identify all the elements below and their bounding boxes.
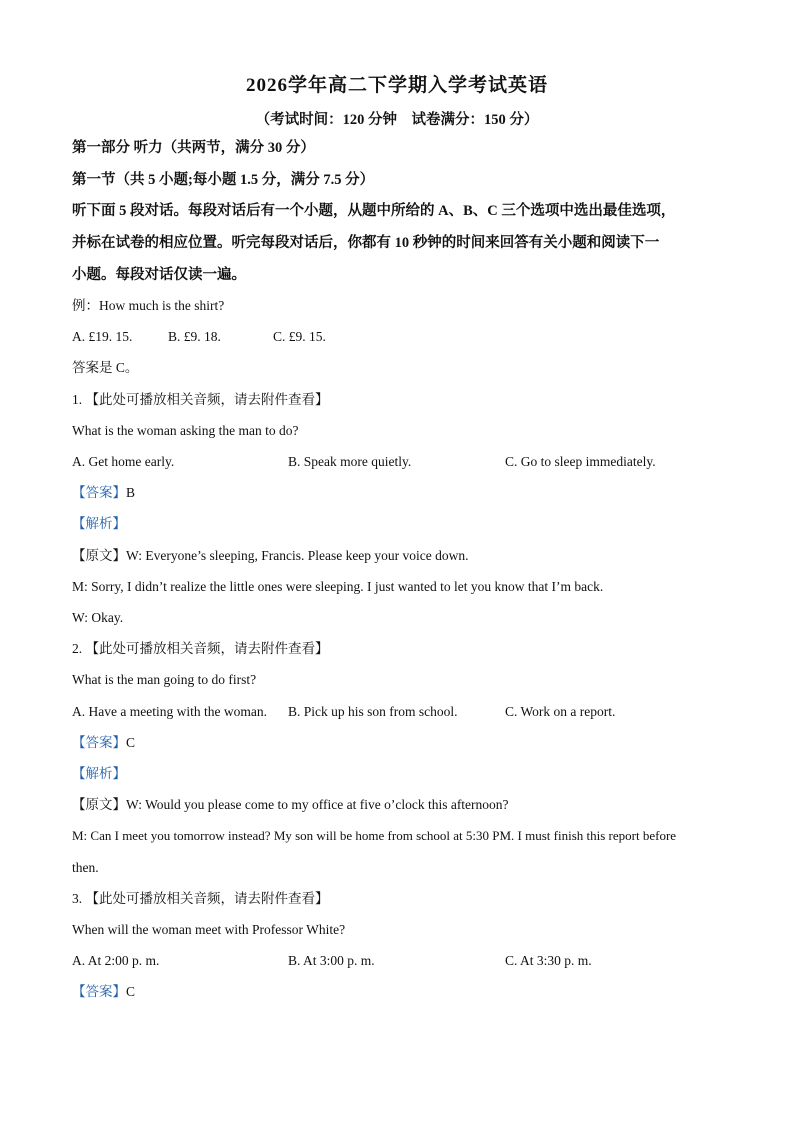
option-c: C. At 3:30 p. m. xyxy=(505,953,592,968)
analysis-row xyxy=(72,764,126,784)
option-b: B. Pick up his son from school. xyxy=(288,704,458,719)
instruction-line: 并标在试卷的相应位置。听完每段对话后，你都有 10 秒钟的时间来回答有关小题和阅读下一 xyxy=(72,235,660,251)
instruction-line: 小题。每段对话仅读一遍。 xyxy=(72,267,246,283)
option-b: B. Speak more quietly. xyxy=(288,454,412,469)
option-a: A. Get home early. xyxy=(72,454,175,469)
question-text: When will the woman meet with Professor White? xyxy=(72,922,346,937)
option-a: A. At 2:00 p. m. xyxy=(72,953,160,968)
analysis-label: 【解析】 xyxy=(72,516,126,531)
answer-value: B xyxy=(126,485,136,500)
analysis-row xyxy=(72,514,126,534)
transcript-text: W: Everyone’s sleeping, Francis. Please keep your voice down. xyxy=(126,548,469,563)
page-title: 2026学年高二下学期入学考试英语 xyxy=(245,75,548,96)
answer-label: 【答案】 xyxy=(72,984,126,999)
answer-value: C xyxy=(126,735,136,750)
section-heading: 第一节（共 5 小题;每小题 1.5 分，满分 7.5 分） xyxy=(72,172,375,188)
example-option-b: B. £9. 18. xyxy=(168,329,221,344)
option-c: C. Go to sleep immediately. xyxy=(505,454,656,469)
example-question: 例：How much is the shirt? xyxy=(72,298,225,313)
part-heading: 第一部分 听力（共两节，满分 30 分） xyxy=(72,140,315,156)
answer-label: 【答案】 xyxy=(72,735,126,750)
example-option-c: C. £9. 15. xyxy=(273,329,326,344)
option-a: A. Have a meeting with the woman. xyxy=(72,704,267,719)
transcript-line xyxy=(72,546,469,566)
question-number: 1. 【此处可播放相关音频，请去附件查看】 xyxy=(72,392,329,407)
answer-row xyxy=(72,733,135,753)
example-answer: 答案是 C。 xyxy=(72,360,139,375)
transcript-line: M: Can I meet you tomorrow instead? My son will be home from school at 5:30 PM. I must finish this report before xyxy=(72,828,677,843)
question-number: 3. 【此处可播放相关音频，请去附件查看】 xyxy=(72,891,329,906)
question-text: What is the woman asking the man to do? xyxy=(72,423,299,438)
answer-row xyxy=(72,483,135,503)
transcript-line: M: Sorry, I didn’t realize the little ones were sleeping. I just wanted to let you know that I’m back. xyxy=(72,579,604,594)
answer-value: C xyxy=(126,984,136,999)
transcript-line xyxy=(72,795,509,815)
instruction-line: 听下面 5 段对话。每段对话后有一个小题，从题中所给的 A、B、C 三个选项中选出最佳选项， xyxy=(72,203,676,219)
question-number: 2. 【此处可播放相关音频，请去附件查看】 xyxy=(72,641,329,656)
example-option-a: A. £19. 15. xyxy=(72,329,133,344)
analysis-label: 【解析】 xyxy=(72,766,126,781)
transcript-text: W: Would you please come to my office at five o’clock this afternoon? xyxy=(126,797,509,812)
question-text: What is the man going to do first? xyxy=(72,672,257,687)
transcript-line: then. xyxy=(72,860,99,875)
option-c: C. Work on a report. xyxy=(505,704,616,719)
exam-info: （考试时间：120 分钟 试卷满分：150 分） xyxy=(255,112,539,128)
transcript-line: W: Okay. xyxy=(72,610,124,625)
answer-label: 【答案】 xyxy=(72,485,126,500)
original-label: 【原文】 xyxy=(72,797,126,812)
original-label: 【原文】 xyxy=(72,548,126,563)
answer-row xyxy=(72,982,135,1002)
option-b: B. At 3:00 p. m. xyxy=(288,953,375,968)
